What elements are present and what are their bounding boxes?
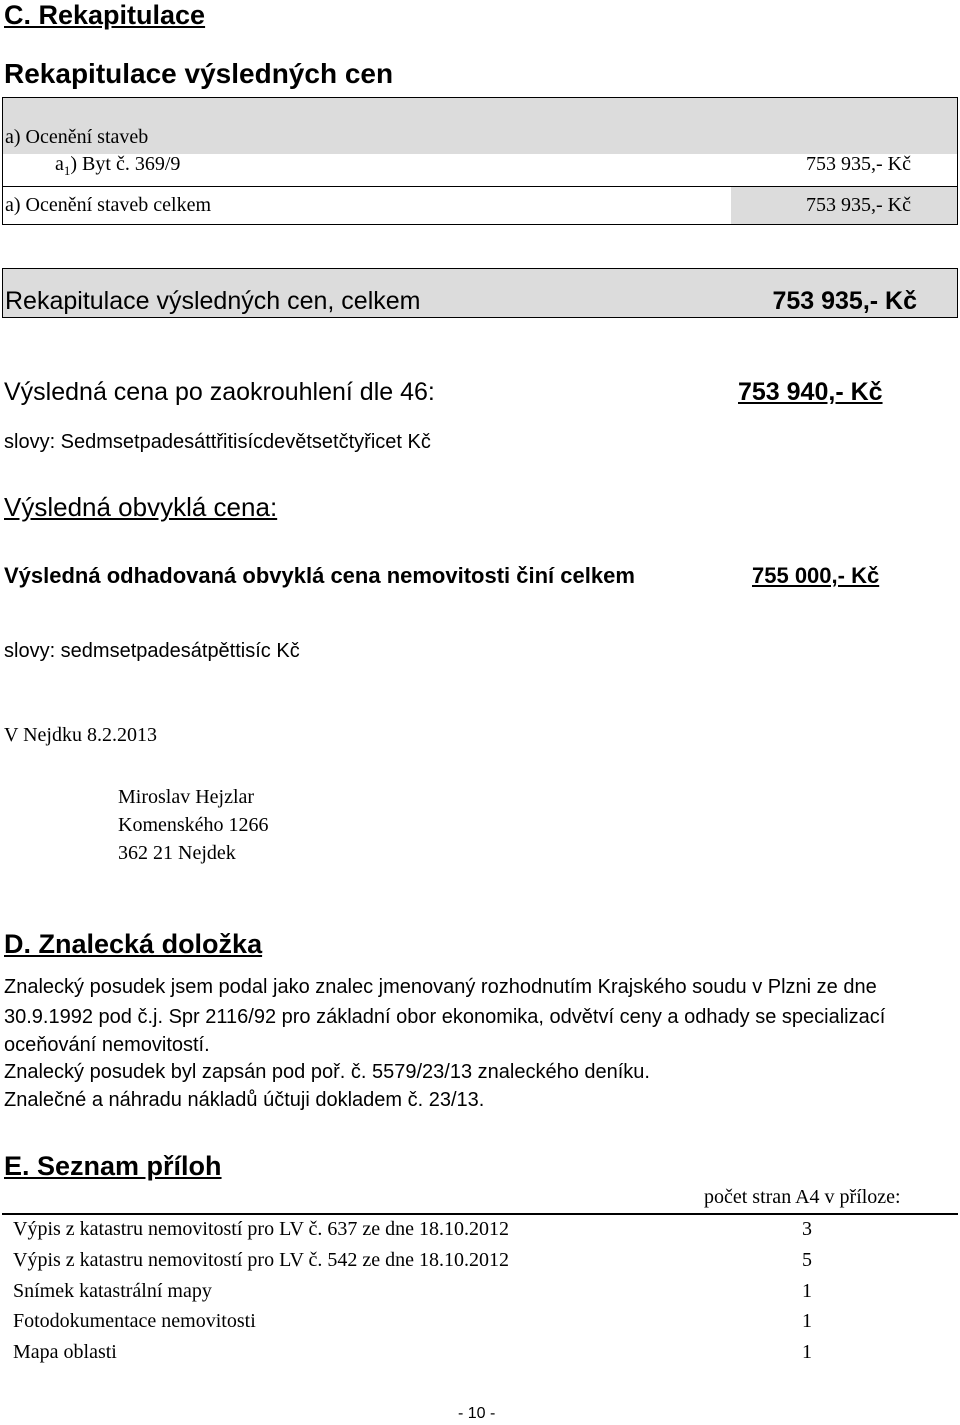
attachment-pages: 1 xyxy=(802,1310,812,1332)
recap-title: Rekapitulace výsledných cen xyxy=(4,58,394,89)
attachment-pages: 5 xyxy=(802,1249,812,1271)
address-line: Miroslav Hejzlar xyxy=(118,786,255,808)
attachments-header-rule xyxy=(2,1213,958,1215)
attachment-pages: 3 xyxy=(802,1218,812,1240)
attachment-name: Fotodokumentace nemovitosti xyxy=(13,1310,256,1332)
row-value-apartment: 753 935,- Kč xyxy=(806,153,911,175)
usual-price-words: slovy: sedmsetpadesátpěttisíc Kč xyxy=(4,640,300,662)
attachment-name: Snímek katastrální mapy xyxy=(13,1280,212,1302)
attachment-pages: 1 xyxy=(802,1280,812,1302)
section-c-title: C. Rekapitulace xyxy=(4,0,206,30)
rounded-price-label: Výsledná cena po zaokrouhlení dle 46: xyxy=(4,378,435,406)
clause-line: Znalecký posudek byl zapsán pod poř. č. 5579/23/13 znaleckého deníku. xyxy=(4,1061,650,1083)
rounded-price-words: slovy: Sedmsetpadesáttřitisícdevětsetčtyřicet Kč xyxy=(4,431,431,453)
clause-line: oceňování nemovitostí. xyxy=(4,1034,210,1056)
page-number: - 10 - xyxy=(458,1405,496,1422)
clause-line: Znalecký posudek jsem podal jako znalec jmenovaný rozhodnutím Krajského soudu v Plzni ze dne xyxy=(4,976,877,998)
row-label-buildings-total: a) Ocenění staveb celkem xyxy=(5,194,212,216)
attachments-column-header: počet stran A4 v příloze: xyxy=(704,1186,901,1208)
row-value-buildings-total: 753 935,- Kč xyxy=(806,194,911,216)
recap-total-value: 753 935,- Kč xyxy=(772,287,917,315)
address-line: 362 21 Nejdek xyxy=(118,842,236,864)
place-date: V Nejdku 8.2.2013 xyxy=(4,724,157,746)
attachment-name: Výpis z katastru nemovitostí pro LV č. 637 ze dne 18.10.2012 xyxy=(13,1218,510,1240)
usual-price-label: Výsledná odhadovaná obvyklá cena nemovitosti činí celkem xyxy=(4,563,635,588)
clause-line: 30.9.1992 pod č.j. Spr 2116/92 pro základní obor ekonomika, odvětví ceny a odhady se specializací xyxy=(4,1006,886,1028)
attachment-name: Výpis z katastru nemovitostí pro LV č. 542 ze dne 18.10.2012 xyxy=(13,1249,510,1271)
attachment-name: Mapa oblasti xyxy=(13,1341,117,1363)
table-header-label: a) Ocenění staveb xyxy=(5,126,149,148)
usual-price-title: Výsledná obvyklá cena: xyxy=(4,492,278,522)
usual-price-value: 755 000,- Kč xyxy=(752,563,880,588)
attachment-pages: 1 xyxy=(802,1341,812,1363)
section-d-title: D. Znalecká doložka xyxy=(4,929,263,959)
clause-line: Znalečné a náhradu nákladů účtuji dokladem č. 23/13. xyxy=(4,1089,485,1111)
row-label-apartment: $a_1$) Byt č. 369/9 xyxy=(55,153,181,178)
rounded-price-value: 753 940,- Kč xyxy=(738,378,883,406)
buildings-valuation-table xyxy=(2,97,958,225)
table-header xyxy=(3,98,957,154)
recap-total-label: Rekapitulace výsledných cen, celkem xyxy=(5,287,421,315)
recap-total-table xyxy=(2,268,958,318)
address-line: Komenského 1266 xyxy=(118,814,269,836)
section-e-title: E. Seznam příloh xyxy=(4,1151,222,1181)
